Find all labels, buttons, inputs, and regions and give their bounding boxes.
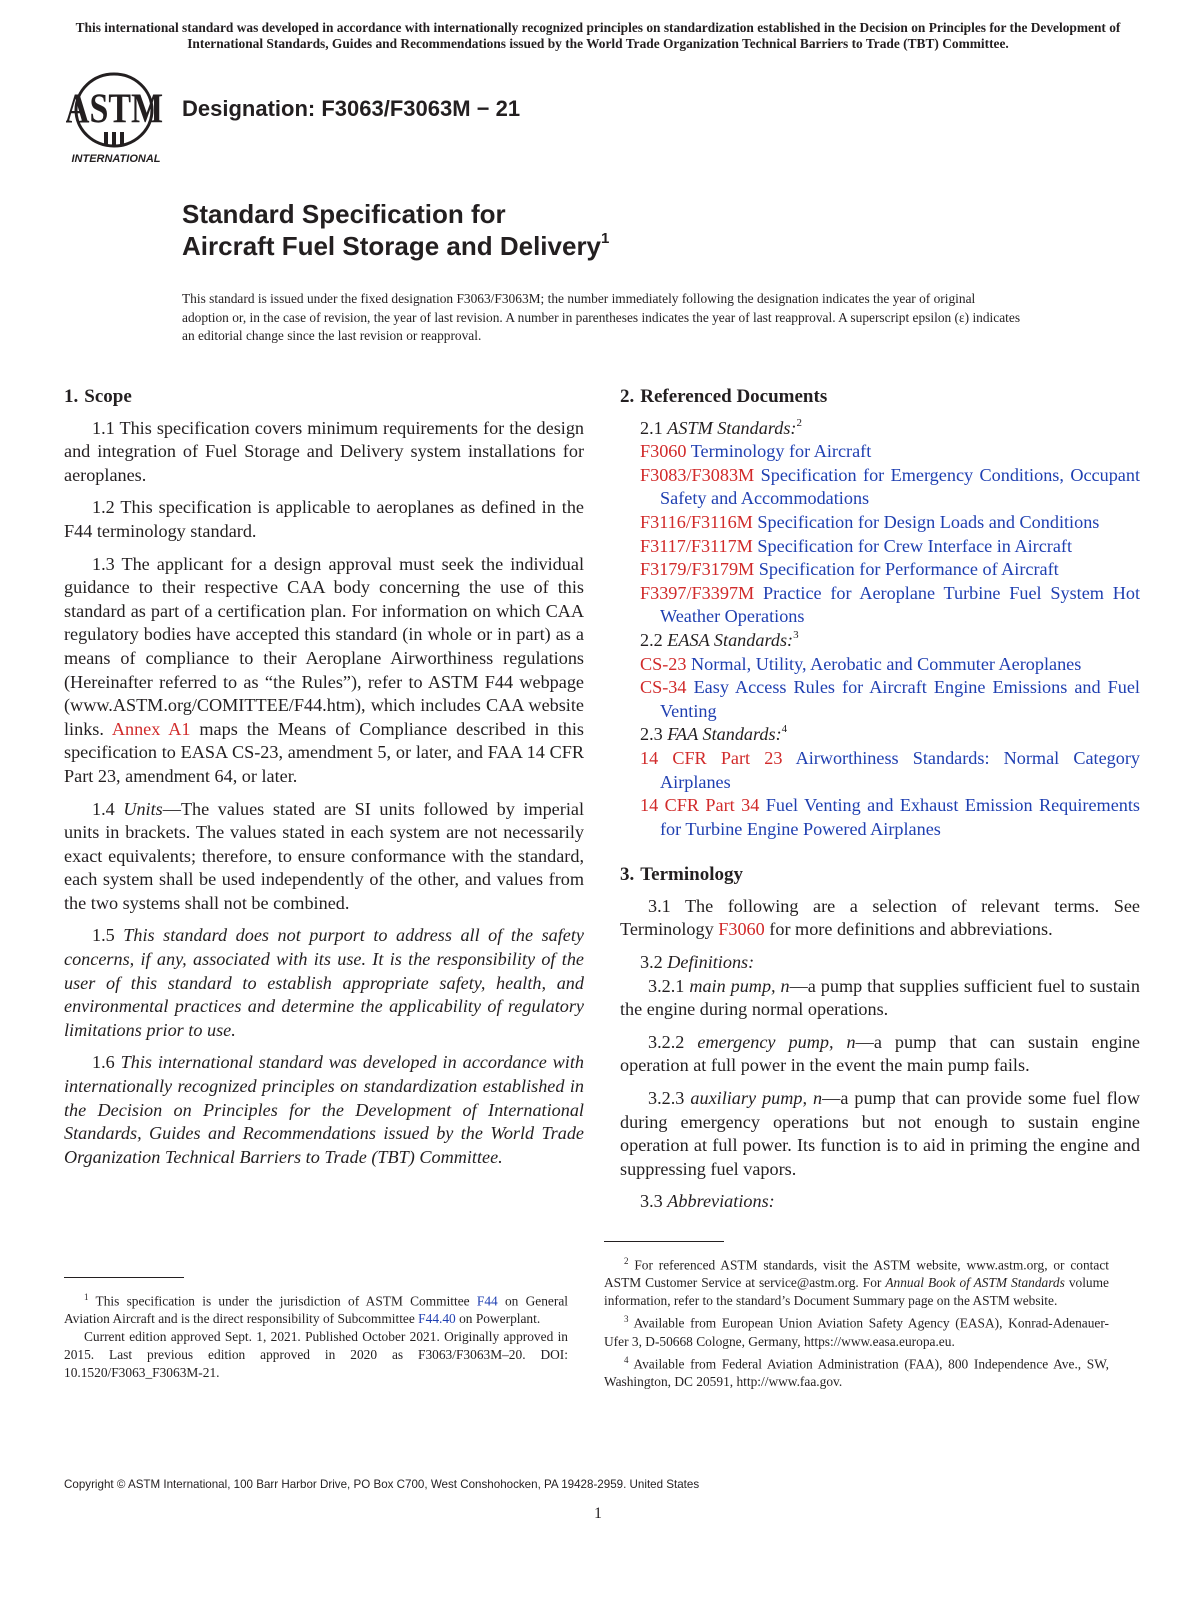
reference-item [620, 511, 1140, 535]
reference-title-link[interactable]: Fuel Venting and Exhaust Emission Requirements for Turbine Engine Powered Airplanes [660, 795, 1140, 839]
subsection-abbreviations: 3.3 Abbreviations: [640, 1191, 775, 1212]
section-heading-terminology: 3. Terminology [620, 864, 743, 886]
reference-code-link[interactable]: F3116/F3116M [640, 511, 753, 532]
svg-text:ASTM: ASTM [66, 86, 164, 133]
reference-item [620, 794, 1140, 841]
easa-standards-list [620, 653, 1140, 724]
paragraph-1-5: 1.5 This standard does not purport to address all of the safety concerns, if any, associated with its use. It is the responsibility of the user of this standard to establish appropriate safety, health, and environmental practices and determine the applicability of regulatory limitations prior to use. [64, 925, 585, 1040]
reference-code-link[interactable]: 14 CFR Part 34 [640, 795, 760, 816]
reference-title-link[interactable]: Airworthiness Standards: Normal Category Airplanes [660, 747, 1140, 792]
reference-code-link[interactable]: CS-34 [640, 677, 687, 698]
paragraph-1-4: 1.4 Units—The values stated are SI units followed by imperial units in brackets. The values stated in each system are not necessarily exact equivalents; therefore, to ensure conformance with the standard, each system shall be used independently of the other, and values from the two systems shall not be combined. [64, 798, 584, 913]
preamble: This standard is issued under the fixed designation F3063/F3063M; the number immediately following the designation indicates the year of original adoption or, in the case of revision, the year of last revision. A number in parentheses indicates the year of last reapproval. A superscript epsilon (ε) indicates an editorial change since the last revision or reapproval. [182, 291, 1021, 343]
document-title [182, 198, 609, 262]
footnote-2: $^2$ For referenced ASTM standards, visit the ASTM website, www.astm.org, or contact ASTM Customer Service at service@astm.org. For Annual Book of ASTM Standards volume information, refer to the standard’s Document Summary page on the ASTM website. [604, 1256, 1109, 1309]
footnote-1: $^1$ This specification is under the jurisdiction of ASTM Committee F44 on General Aviation Aircraft and is the direct responsibility of Subcommittee F44.40 on Powerplant. [64, 1292, 568, 1327]
reference-item [620, 582, 1140, 629]
title-footnote-mark: 1 [601, 230, 610, 247]
definition-auxiliary-pump: 3.2.3 auxiliary pump, n—a pump that can provide some fuel flow during emergency operations but not enough to sustain engine operation at full power. Its function is to aid in priming the engine and suppressing fuel vapors. [620, 1088, 1140, 1179]
reference-title-link[interactable]: Specification for Design Loads and Conditions [757, 511, 1100, 532]
reference-code-link[interactable]: CS-23 [640, 653, 687, 674]
reference-code-link[interactable]: 14 CFR Part 23 [640, 747, 783, 768]
copyright-notice: Copyright © ASTM International, 100 Barr Harbor Drive, PO Box C700, West Conshohocken, PA 19428-2959. United States [64, 1478, 700, 1491]
paragraph-1-1: 1.1 This specification covers minimum requirements for the design and integration of Fuel Storage and Delivery system installations for aeroplanes. [64, 417, 585, 485]
reference-code-link[interactable]: F3083/F3083M [640, 464, 755, 485]
reference-item [620, 747, 1140, 794]
reference-item [620, 653, 1140, 677]
reference-item [620, 535, 1140, 559]
reference-code-link[interactable]: F3117/F3117M [640, 535, 753, 556]
reference-title-link[interactable]: Practice for Aeroplane Turbine Fuel System Hot Weather Operations [660, 582, 1141, 627]
svg-text:INTERNATIONAL: INTERNATIONAL [71, 153, 161, 165]
subsection-astm-standards: 2.1 ASTM Standards:$^2$ [640, 416, 802, 438]
footnote-rule-left [64, 1277, 184, 1278]
subsection-easa-standards: 2.2 EASA Standards:$^3$ [640, 628, 799, 650]
footnote-rule-right [604, 1241, 724, 1242]
left-column [64, 385, 584, 1178]
designation: Designation: F3063/F3063M − 21 [182, 96, 521, 121]
definition-main-pump: 3.2.1 main pump, n—a pump that supplies sufficient fuel to sustain the engine during normal operations. [620, 975, 1141, 1020]
astm-logo [66, 70, 170, 166]
footnotes-left [64, 1288, 568, 1382]
section-heading-referenced-documents: 2. Referenced Documents [620, 386, 828, 407]
definition-emergency-pump: 3.2.2 emergency pump, n—a pump that can sustain engine operation at full power in the event the main pump fails. [620, 1031, 1141, 1076]
reference-item [620, 558, 1140, 582]
paragraph-1-6: 1.6 This international standard was developed in accordance with internationally recognized principles on standardization established in the Decision on Principles for the Development of International Standards, Guides and Recommendations issued by the World Trade Organization Technical Barriers to Trade (TBT) Committee. [64, 1052, 585, 1167]
annex-a1-link[interactable]: Annex A1 [111, 718, 191, 739]
wto-notice: This international standard was developed in accordance with internationally recognized principles on standardization established in the Decision on Principles for the Development of International Standards, Guides and Recommendations issued by the World Trade Organization Technical Barriers to Trade (TBT) Committee. [75, 20, 1121, 51]
reference-title-link[interactable]: Specification for Emergency Conditions, Occupant Safety and Accommodations [660, 464, 1141, 509]
paragraph-1-2: 1.2 This specification is applicable to aeroplanes as defined in the F44 terminology standard. [64, 497, 584, 541]
reference-title-link[interactable]: Specification for Performance of Aircraft [758, 559, 1059, 580]
reference-item [620, 440, 1140, 464]
f44-40-link[interactable]: F44.40 [418, 1311, 456, 1327]
footnote-1-edition: Current edition approved Sept. 1, 2021. Published October 2021. Originally approved in 2015. Last previous edition approved in 2020 as F3063/F3063M–20. DOI: 10.1520/F3063_F3063M-21. [64, 1329, 568, 1381]
reference-title-link[interactable]: Normal, Utility, Aerobatic and Commuter Aeroplanes [691, 653, 1082, 674]
faa-standards-list [620, 747, 1140, 841]
reference-item [620, 676, 1140, 723]
title-line-1: Standard Specification for [182, 199, 506, 229]
footnotes-right [604, 1252, 1109, 1391]
reference-code-link[interactable]: F3060 [640, 441, 687, 462]
subsection-definitions: 3.2 Definitions: [640, 952, 755, 973]
footnote-4: $^4$ Available from Federal Aviation Administration (FAA), 800 Independence Ave., SW, Washington, DC 20591, http://www.faa.gov. [604, 1354, 1109, 1390]
f44-link[interactable]: F44 [476, 1293, 498, 1309]
section-heading-scope: 1. Scope [64, 386, 132, 407]
right-column [620, 385, 1140, 1214]
page-number: 1 [594, 1505, 602, 1522]
reference-title-link[interactable]: Easy Access Rules for Aircraft Engine Emissions and Fuel Venting [660, 677, 1140, 721]
reference-title-link[interactable]: Terminology for Aircraft [690, 441, 872, 462]
reference-code-link[interactable]: F3397/F3397M [640, 582, 755, 603]
subsection-faa-standards: 2.3 FAA Standards:$^4$ [640, 723, 788, 745]
f3060-link[interactable]: F3060 [718, 919, 765, 940]
paragraph-1-3: 1.3 The applicant for a design approval must seek the individual guidance to their respective CAA body concerning the use of this standard as part of a certification plan. For information on which CAA regulatory bodies have accepted this standard (in whole or in part) as a means of compliance to their Aeroplane Airworthiness regulations (Hereinafter referred to as “the Rules”), refer to ASTM F44 webpage (www.ASTM.org/COMITTEE/F44.htm), which includes CAA website links. Annex A1 maps the Means of Compliance described in this specification to EASA CS-23, amendment 5, or later, and FAA 14 CFR Part 23, amendment 64, or later. [64, 553, 585, 786]
astm-standards-list [620, 440, 1140, 629]
reference-code-link[interactable]: F3179/F3179M [640, 559, 755, 580]
footnote-3: $^3$ Available from European Union Aviation Safety Agency (EASA), Konrad-Adenauer-Ufer 3, D-50668 Cologne, Germany, https://www.easa.europa.eu. [604, 1314, 1109, 1349]
paragraph-3-1: 3.1 The following are a selection of relevant terms. See Terminology F3060 for more definitions and abbreviations. [620, 895, 1140, 940]
reference-title-link[interactable]: Specification for Crew Interface in Aircraft [757, 535, 1073, 556]
title-line-2: Aircraft Fuel Storage and Delivery$^1$ [182, 230, 610, 261]
reference-item [620, 464, 1140, 511]
